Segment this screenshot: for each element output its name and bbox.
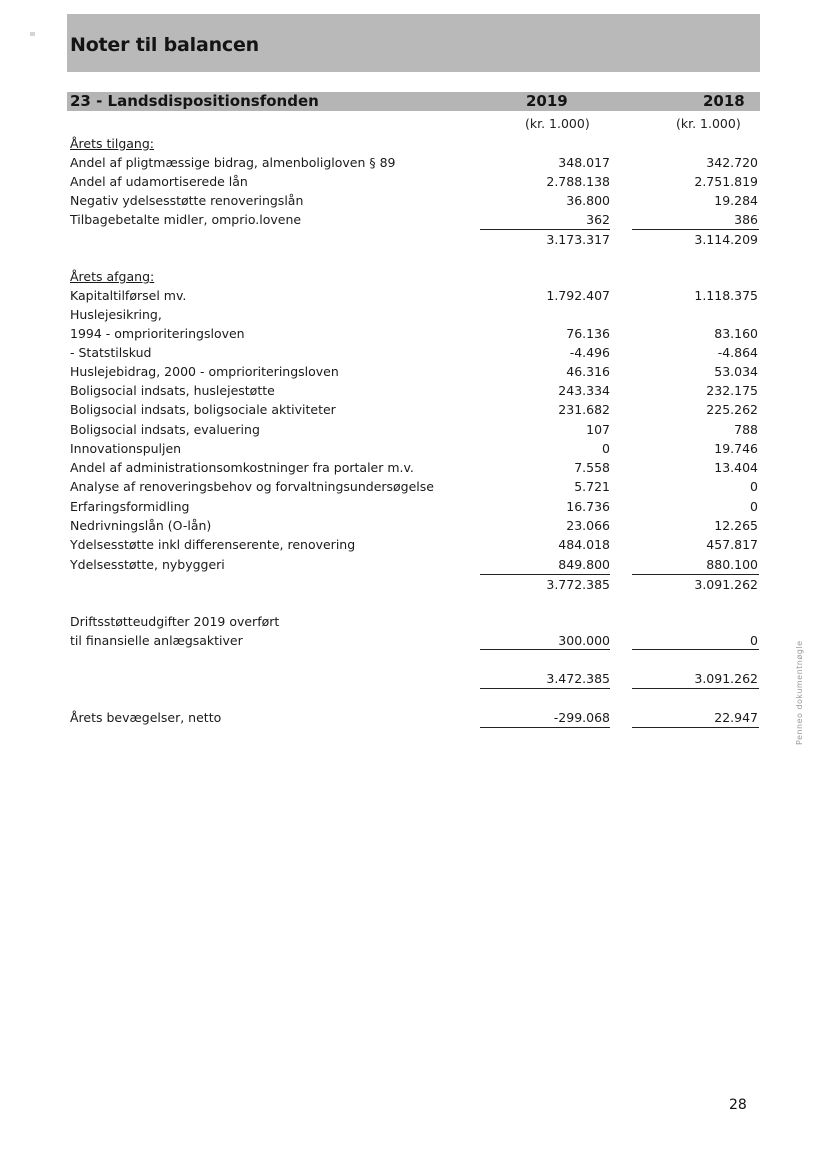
page-title: Noter til balancen [70,34,259,56]
table-row: 1994 - omprioriteringsloven 76.136 83.160 [70,326,758,341]
page-title-bar [67,14,760,72]
table-row: Huslejebidrag, 2000 - omprioriteringsloven 46.316 53.034 [70,364,758,379]
table-row: Ydelsesstøtte inkl differenserente, renovering 484.018 457.817 [70,537,758,552]
subtotal-row: 3.472.385 3.091.262 [546,671,758,686]
table-row: Kapitaltilførsel mv. 1.792.407 1.118.375 [70,288,758,303]
document-key-side-text: Penneo dokumentnøgle [795,640,804,745]
column-unit-2019: (kr. 1.000) [525,116,590,131]
column-unit-2018: (kr. 1.000) [676,116,741,131]
scan-artifact [30,32,35,36]
transfer-row: til finansielle anlægsaktiver 300.000 0 [70,633,758,648]
table-row: Ydelsesstøtte, nybyggeri 849.800 880.100 [70,557,758,572]
sum-rule [632,727,759,728]
total-row-afgang: 3.772.385 3.091.262 [546,577,758,592]
page-number: 28 [729,1097,747,1113]
table-row: Huslejesikring, [70,307,162,322]
column-year-2018: 2018 [703,92,745,110]
note-header [67,92,760,111]
table-row: Nedrivningslån (O-lån) 23.066 12.265 [70,518,758,533]
net-row: Årets bevægelser, netto -299.068 22.947 [70,710,758,725]
table-row: - Statstilskud -4.496 -4.864 [70,345,758,360]
sum-rule [632,688,759,689]
column-year-2019: 2019 [526,92,568,110]
table-row: Andel af administrationsomkostninger fra portaler m.v. 7.558 13.404 [70,460,758,475]
section-heading-afgang: Årets afgang: [70,269,155,284]
table-row: Tilbagebetalte midler, omprio.lovene 362 386 [70,212,758,227]
table-row: Analyse af renoveringsbehov og forvaltningsundersøgelse 5.721 0 [70,479,758,494]
table-row: Erfaringsformidling 16.736 0 [70,499,758,514]
sum-rule [480,649,610,650]
note-title: 23 - Landsdispositionsfonden [70,92,319,110]
table-row: Boligsocial indsats, boligsociale aktiviteter 231.682 225.262 [70,402,758,417]
sum-rule [480,727,610,728]
table-row: Boligsocial indsats, evaluering 107 788 [70,422,758,437]
table-row: Negativ ydelsesstøtte renoveringslån 36.800 19.284 [70,193,758,208]
section-heading-tilgang: Årets tilgang: [70,136,155,151]
table-row: Boligsocial indsats, huslejestøtte 243.334 232.175 [70,383,758,398]
transfer-label-line1: Driftsstøtteudgifter 2019 overført [70,614,280,629]
table-row: Andel af udamortiserede lån 2.788.138 2.751.819 [70,174,758,189]
table-row: Andel af pligtmæssige bidrag, almenboligloven § 89 348.017 342.720 [70,155,758,170]
total-row-tilgang: 3.173.317 3.114.209 [546,232,758,247]
table-row: Innovationspuljen 0 19.746 [70,441,758,456]
sum-rule [480,688,610,689]
sum-rule [632,649,759,650]
